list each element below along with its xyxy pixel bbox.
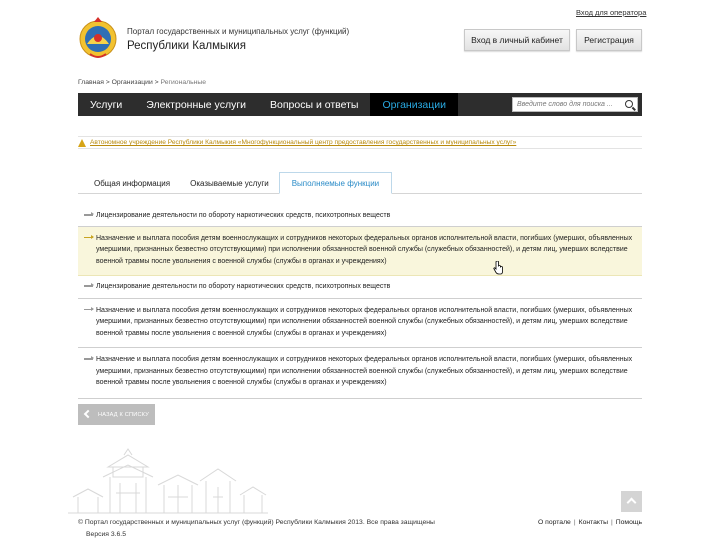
list-item[interactable]: [78, 299, 642, 349]
footer-link-about[interactable]: О портале: [538, 519, 571, 526]
tab-bar: [78, 172, 642, 194]
portal-subtitle: Портал государственных и муниципальных услуг (функций): [127, 27, 350, 36]
nav-item-faq[interactable]: Вопросы и ответы: [270, 98, 359, 111]
breadcrumb-home-link[interactable]: Главная: [78, 79, 104, 86]
nav-item-electronic-services[interactable]: Электронные услуги: [146, 98, 247, 111]
chevron-up-icon: [627, 498, 637, 508]
breadcrumb: [78, 79, 206, 86]
register-button[interactable]: Регистрация: [576, 29, 642, 51]
arrow-right-icon: [84, 358, 93, 360]
organization-name-link[interactable]: Автономное учреждение Республики Калмыкия «Многофункциональный центр предоставления государственных и муниципальных услуг»: [90, 139, 517, 146]
search-icon[interactable]: [625, 100, 633, 108]
scroll-to-top-button[interactable]: [621, 491, 642, 512]
breadcrumb-organizations-link[interactable]: Организации: [111, 79, 153, 86]
footer-link-help[interactable]: Помощь: [615, 519, 642, 526]
list-item[interactable]: [78, 348, 642, 399]
list-item[interactable]: [78, 276, 642, 299]
arrow-right-icon: [84, 214, 93, 216]
list-item[interactable]: [78, 227, 642, 277]
organization-line: [78, 136, 642, 149]
functions-list: [78, 207, 642, 399]
function-title: Назначение и выплата пособия детям военнослужащих и сотрудников некоторых федеральных органов исполнительной власти, погибших (умерших, объявленных умершими, признанных безвестно отсутствующими) при исполнении обязанностей военной службы (служебных обязанностей), и детям лиц, умерших вследствие военной травмы после увольнения с военной службы (службы в органах и учреждениях): [96, 306, 633, 337]
footer-copyright: © Портал государственных и муниципальных услуг (функций) Республики Калмыкия 2013. Все права защищены: [78, 519, 435, 526]
search-input[interactable]: [512, 97, 638, 112]
portal-title: Республики Калмыкия: [127, 40, 246, 52]
back-button-label: НАЗАД К СПИСКУ: [98, 411, 149, 418]
nav-item-organizations[interactable]: Организации: [370, 93, 458, 116]
personal-cabinet-login-button[interactable]: Вход в личный кабинет: [464, 29, 570, 51]
footer-link-separator: |: [610, 519, 613, 526]
arrow-right-icon: [84, 309, 93, 311]
breadcrumb-separator: >: [103, 79, 112, 86]
arrow-right-icon: [84, 237, 93, 239]
nav-item-services[interactable]: Услуги: [90, 98, 123, 111]
operator-login-link[interactable]: Вход для оператора: [576, 8, 647, 17]
arrow-right-icon: [84, 285, 93, 287]
breadcrumb-separator: >: [152, 79, 161, 86]
back-to-list-button[interactable]: [78, 404, 155, 425]
list-item[interactable]: [78, 207, 642, 227]
function-title: Лицензирование деятельности по обороту наркотических средств, психотропных веществ: [96, 212, 391, 219]
tab-general-info[interactable]: Общая информация: [94, 179, 171, 188]
footer-link-contacts[interactable]: Контакты: [578, 519, 608, 526]
breadcrumb-current: Региональные: [160, 79, 207, 86]
function-title: Назначение и выплата пособия детям военнослужащих и сотрудников некоторых федеральных органов исполнительной власти, погибших (умерших, объявленных умершими, признанных безвестно отсутствующими) при исполнении обязанностей военной службы (служебных обязанностей), и детям лиц, умерших вследствие военной травмы после увольнения с военной службы (службы в органах и учреждениях): [96, 356, 633, 386]
footer-links: [538, 519, 642, 526]
chevron-left-icon: [84, 410, 92, 418]
tab-performed-functions[interactable]: Выполняемые функции: [279, 172, 392, 194]
warning-icon: [78, 139, 87, 147]
temple-illustration: [68, 447, 268, 515]
tab-provided-services[interactable]: Оказываемые услуги: [190, 179, 269, 188]
main-navigation: [78, 93, 642, 116]
republic-emblem-logo: [78, 16, 118, 62]
footer-version: Версия 3.6.5: [86, 531, 126, 538]
function-title: Лицензирование деятельности по обороту наркотических средств, психотропных веществ: [96, 283, 391, 290]
footer-link-separator: |: [573, 519, 576, 526]
search-placeholder: Введите слово для поиска ...: [517, 101, 613, 108]
function-title: Назначение и выплата пособия детям военнослужащих и сотрудников некоторых федеральных органов исполнительной власти, погибших (умерших, объявленных умершими, признанных безвестно отсутствующими) при исполнении обязанностей военной службы (служебных обязанностей), и детям лиц, умерших вследствие военной травмы после увольнения с военной службы (службы в органах и учреждениях): [96, 234, 633, 265]
hand-cursor-icon: [493, 261, 503, 275]
